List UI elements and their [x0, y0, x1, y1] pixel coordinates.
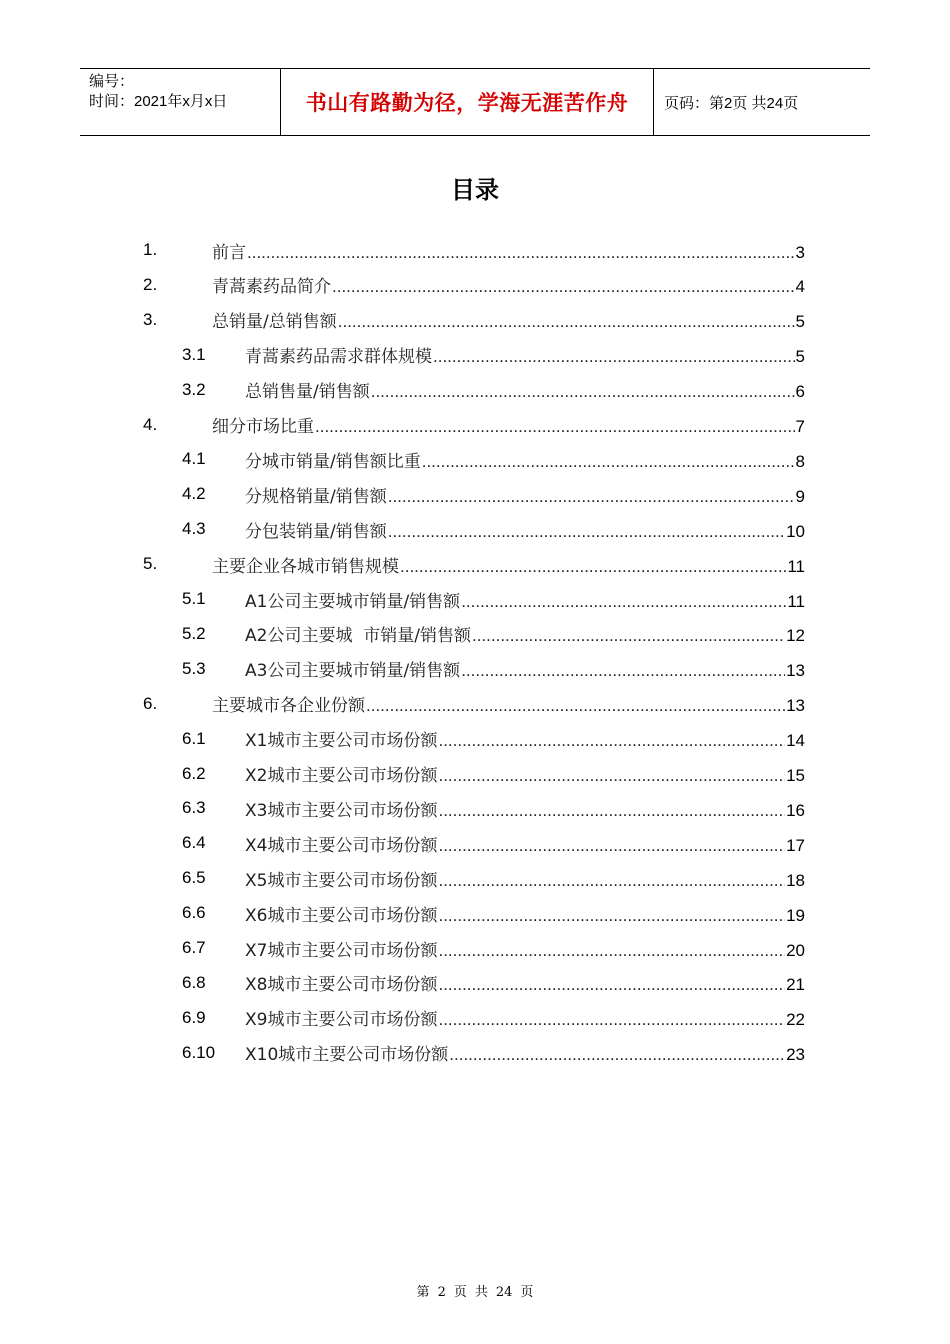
toc-entry-line: [245, 901, 805, 926]
toc-entry-number: 4.: [143, 414, 158, 434]
toc-entry-number: 6.8: [182, 972, 206, 992]
toc-entry-number: 5.3: [182, 658, 206, 678]
header-meta-cell: [80, 69, 281, 135]
toc-entry[interactable]: [0, 305, 950, 335]
toc-entry[interactable]: [0, 235, 950, 265]
toc-entry-line: [212, 691, 805, 716]
toc-entry-label: 前言: [212, 242, 246, 263]
toc-entry-line: [245, 482, 805, 507]
toc-dot-leader: [472, 626, 785, 646]
toc-entry-label: 青蒿素药品简介: [212, 277, 331, 298]
toc-entry-label: X9城市主要公司市场份额: [245, 1010, 438, 1031]
toc-entry-line: [245, 761, 805, 786]
toc-entry[interactable]: [0, 759, 950, 789]
toc-entry-page: 6: [795, 382, 805, 402]
toc-dot-leader: [438, 836, 785, 856]
toc-entry-page: 20: [786, 940, 805, 960]
toc-entry-number: 1.: [143, 240, 158, 259]
toc-dot-leader: [449, 1045, 785, 1065]
toc-entry-number: 6.4: [182, 833, 206, 853]
toc-entry-page: 22: [786, 1010, 805, 1030]
toc-entry-number: 4.3: [182, 519, 206, 539]
toc-entry-page: 4: [795, 277, 805, 297]
toc-entry-page: 5: [795, 347, 805, 367]
toc-entry-line: [245, 796, 805, 821]
toc-entry-label: 细分市场比重: [212, 417, 314, 437]
toc-entry[interactable]: [0, 898, 950, 928]
toc-entry-number: 5.: [143, 554, 158, 574]
footer-word: 第: [416, 1285, 430, 1300]
toc-entry-label: 总销量/总销售额: [212, 312, 337, 333]
toc-entry-number: 3.: [143, 309, 158, 329]
toc-entry-label: 主要城市各企业份额: [212, 696, 365, 717]
toc-entry-number: 6.6: [182, 903, 206, 923]
toc-entry[interactable]: [0, 375, 950, 405]
page-footer: [0, 1281, 950, 1300]
toc-entry-label: X4城市主要公司市场份额: [245, 835, 438, 856]
toc-entry[interactable]: [0, 1003, 950, 1033]
toc-entry-label: X2城市主要公司市场份额: [245, 766, 438, 786]
toc-entry-page: 11: [787, 556, 805, 576]
toc-entry-number: 6.7: [182, 938, 206, 957]
toc-entry-label: 主要企业各城市销售规模: [212, 556, 399, 577]
toc-entry[interactable]: [0, 549, 950, 579]
toc-entry-line: [245, 447, 805, 472]
toc-entry[interactable]: [0, 863, 950, 893]
toc-entry-page: 16: [786, 800, 805, 820]
toc-entry-label: 分包装销量/销售额: [245, 521, 387, 542]
toc-entry[interactable]: [0, 584, 950, 614]
toc-entry[interactable]: [0, 340, 950, 370]
toc-dot-leader: [338, 312, 795, 332]
toc-entry-line: [245, 970, 805, 995]
toc-dot-leader: [388, 522, 785, 542]
toc-dot-leader: [422, 452, 795, 472]
toc-entry-line: [245, 726, 805, 751]
toc-entry[interactable]: [0, 968, 950, 998]
motto-text: 书山有路勤为径，学海无涯苦作舟: [305, 90, 629, 115]
toc-entry[interactable]: [0, 933, 950, 963]
document-header: [80, 68, 870, 136]
toc-entry-number: 6.9: [182, 1007, 206, 1027]
toc-entry-page: 21: [786, 975, 805, 995]
toc-entry-label: X6城市主要公司市场份额: [245, 905, 438, 926]
toc-entry-line: [212, 552, 805, 577]
toc-entry-number: 6.5: [182, 868, 206, 888]
toc-entry-number: 3.1: [182, 344, 206, 364]
toc-entry-label: 总销售量/销售额: [245, 382, 370, 403]
toc-entry-line: [245, 1040, 805, 1065]
footer-word: 页: [453, 1285, 467, 1300]
toc-entry[interactable]: [0, 410, 950, 440]
toc-entry-page: 9: [795, 486, 805, 506]
toc-entry[interactable]: [0, 793, 950, 823]
toc-entry-label: 分规格销量/销售额: [245, 486, 387, 507]
toc-dot-leader: [438, 766, 785, 786]
footer-current-page: 2: [437, 1285, 446, 1300]
toc-dot-leader: [400, 557, 786, 577]
footer-word: 页: [520, 1285, 534, 1300]
toc-dot-leader: [461, 592, 786, 612]
toc-entry-label: A3公司主要城市销量/销售额: [245, 661, 461, 682]
toc-entry-page: 5: [795, 312, 805, 332]
toc-entry-number: 6.10: [182, 1042, 216, 1062]
toc-entry-line: [245, 656, 805, 681]
toc-dot-leader: [371, 382, 795, 402]
toc-entry-line: [212, 307, 805, 332]
toc-entry-line: [245, 936, 805, 961]
footer-total-pages: 24: [495, 1285, 513, 1300]
toc-entry-page: 12: [786, 626, 805, 646]
toc-entry-number: 4.2: [182, 484, 206, 504]
toc-entry-line: [245, 342, 805, 367]
toc-entry[interactable]: [0, 479, 950, 509]
toc-entry-number: 2.: [143, 274, 158, 294]
toc-entry[interactable]: [0, 1038, 950, 1068]
toc-dot-leader: [247, 243, 795, 263]
toc-entry-line: [245, 517, 805, 542]
toc-entry-line: [212, 272, 805, 297]
toc-entry-line: [245, 866, 805, 891]
toc-entry[interactable]: [0, 689, 950, 719]
toc-entry[interactable]: [0, 270, 950, 300]
toc-entry-line: [245, 1005, 805, 1030]
toc-dot-leader: [438, 941, 785, 961]
toc-dot-leader: [366, 696, 785, 716]
toc-dot-leader: [438, 801, 785, 821]
toc-entry-label: A1公司主要城市销量/销售额: [245, 591, 461, 612]
toc-entry-line: [245, 587, 805, 612]
toc-entry-page: 8: [795, 451, 805, 471]
toc-entry[interactable]: [0, 724, 950, 754]
toc-entry-page: 19: [786, 905, 805, 925]
toc-entry-label: 青蒿素药品需求群体规模: [245, 347, 432, 368]
time-label: 时间：2021年x月x日: [89, 93, 228, 110]
toc-entry-number: 3.2: [182, 379, 206, 399]
toc-entry-number: 6.3: [182, 798, 206, 818]
toc-dot-leader: [438, 871, 785, 891]
toc-entry-label: X3城市主要公司市场份额: [245, 800, 438, 821]
toc-dot-leader: [438, 1010, 785, 1030]
toc-entry-number: 6.2: [182, 763, 206, 783]
toc-entry-number: 6.1: [182, 728, 206, 748]
toc-dot-leader: [332, 277, 795, 297]
toc-entry-number: 5.1: [182, 589, 206, 608]
toc-entry[interactable]: [0, 828, 950, 858]
toc-dot-leader: [461, 661, 785, 681]
toc-entry-label: A2公司主要城 市销量/销售额: [245, 626, 471, 647]
toc-entry-page: 11: [787, 591, 805, 611]
page-title: 目录: [451, 176, 499, 204]
toc-dot-leader: [388, 487, 795, 507]
toc-entry-number: 4.1: [182, 449, 206, 469]
toc-entry-label: X8城市主要公司市场份额: [245, 975, 438, 996]
toc-entry-page: 10: [786, 521, 805, 541]
toc-entry-page: 23: [786, 1045, 805, 1065]
toc-dot-leader: [438, 731, 785, 751]
toc-entry-line: [245, 621, 805, 646]
toc-entry-line: [245, 377, 805, 402]
footer-word: 共: [474, 1285, 488, 1300]
toc-entry-page: 15: [786, 766, 805, 785]
toc-dot-leader: [433, 347, 795, 367]
serial-label: 编号：: [89, 73, 135, 90]
toc-entry-label: 分城市销量/销售额比重: [245, 451, 421, 472]
toc-entry-line: [212, 238, 805, 263]
toc-dot-leader: [438, 975, 785, 995]
toc-entry-page: 3: [795, 242, 805, 262]
toc-entry-number: 5.2: [182, 623, 206, 643]
header-page-cell: [654, 69, 870, 135]
toc-entry-label: X7城市主要公司市场份额: [245, 940, 438, 961]
header-motto-cell: [281, 69, 654, 135]
toc-entry-page: 18: [786, 870, 805, 890]
toc-entry-page: 13: [786, 661, 805, 681]
toc-entry-page: 14: [786, 731, 805, 751]
toc-entry-number: 6.: [143, 693, 158, 713]
toc-entry[interactable]: [0, 514, 950, 544]
toc-entry[interactable]: [0, 444, 950, 474]
toc-entry-page: 17: [786, 835, 805, 855]
toc-entry-page: 13: [786, 696, 805, 716]
toc-entry-page: 7: [795, 417, 805, 436]
toc-entry[interactable]: [0, 619, 950, 649]
toc-entry-line: [245, 831, 805, 856]
toc-entry-label: X1城市主要公司市场份额: [245, 731, 438, 752]
toc-entry-label: X10城市主要公司市场份额: [245, 1045, 449, 1066]
toc-entry-line: [212, 412, 805, 437]
toc-dot-leader: [315, 417, 795, 437]
toc-entry-label: X5城市主要公司市场份额: [245, 870, 438, 891]
header-page-info: 页码：第2页 共24页: [664, 94, 799, 112]
toc-entry[interactable]: [0, 654, 950, 684]
toc-dot-leader: [438, 906, 785, 926]
